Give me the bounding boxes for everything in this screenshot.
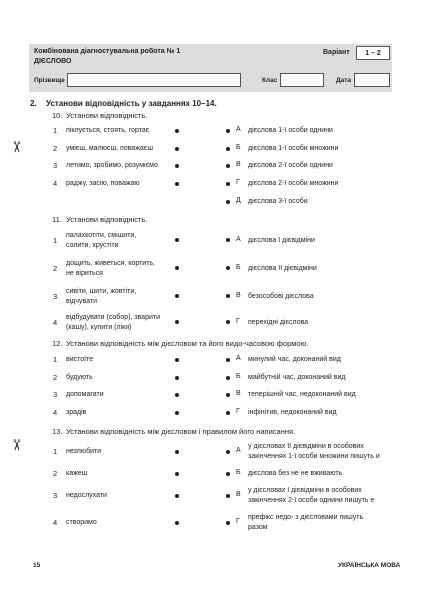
section-heading [30, 99, 217, 108]
option-text-line: дієслова без не не вживають [248, 470, 343, 477]
item-text-line: солити, хрустіти [66, 242, 119, 249]
match-point[interactable] [175, 472, 179, 476]
option-letter: В [236, 390, 241, 397]
item-number: 2 [53, 264, 58, 273]
match-point[interactable] [226, 393, 230, 397]
item-text-line: відчувати [66, 298, 98, 305]
section-number: 2. [30, 99, 37, 108]
option-text-line: закінченнях 2-ї особи однини пишуть е [248, 497, 375, 504]
item-number: 3 [53, 292, 58, 301]
option-text: минулий час, доконаний вид [248, 356, 341, 363]
match-point[interactable] [175, 294, 179, 298]
match-point[interactable] [226, 411, 230, 415]
item-number: 3 [53, 491, 58, 500]
date-label: Дата [336, 77, 352, 84]
match-point[interactable] [226, 358, 230, 362]
item-number: 1 [53, 126, 58, 135]
match-point[interactable] [175, 393, 179, 397]
option-text: дієслова 1-ї особи однини [248, 127, 333, 134]
option-text: дієслова ІІ дієвідміни [248, 265, 317, 272]
task-title: Установи відповідність. [66, 215, 148, 224]
class-field[interactable] [280, 73, 324, 87]
item-text: створимо [66, 519, 97, 526]
task-12-heading [52, 339, 308, 348]
subject-label: УКРАЇНСЬКА МОВА [338, 562, 401, 569]
item-text: допомагати [66, 391, 104, 398]
item-text: зрадів [66, 409, 87, 416]
match-point[interactable] [175, 494, 179, 498]
match-point[interactable] [226, 521, 230, 525]
item-text-line: дощить, живеться, кортить, [66, 260, 156, 267]
option-letter: А [236, 447, 241, 454]
option-letter: В [236, 491, 241, 498]
option-text-line: у дієсловах ІІ дієвідміни в особових [248, 443, 364, 450]
class-label: Клас [262, 77, 278, 84]
section-text: Установи відповідність у завданнях 10–14. [46, 99, 217, 108]
option-letter: Б [236, 373, 241, 380]
item-text: незлюбити [66, 448, 102, 455]
option-text-line: разом [248, 524, 268, 531]
item-text-line: не віриться [66, 270, 103, 277]
option-text: інфінітив, недоконаний вид [248, 409, 337, 416]
option-letter: Г [236, 318, 240, 325]
match-point[interactable] [175, 358, 179, 362]
match-point[interactable] [175, 320, 179, 324]
match-point[interactable] [175, 266, 179, 270]
option-text: дієслова 1-ї особи множини [248, 145, 339, 152]
option-letter: Д [236, 197, 241, 204]
option-letter: Г [236, 179, 240, 186]
match-point[interactable] [226, 494, 230, 498]
option-text: дієслова І дієвідміни [248, 237, 315, 244]
task-11-heading [52, 215, 147, 224]
item-number: 3 [53, 390, 58, 399]
task-13-heading [52, 427, 295, 436]
item-number: 2 [53, 373, 58, 382]
scissors-icon: ✂ [7, 140, 25, 154]
option-text: теперішній час, недоконаний вид [248, 391, 356, 398]
task-title: Установи відповідність між дієсловом і правилом його написання. [66, 427, 296, 436]
item-number: 3 [53, 161, 58, 170]
item-text: вистоїте [66, 356, 94, 363]
item-number: 4 [53, 318, 58, 327]
option-text: перехідні дієслова [248, 319, 309, 326]
match-point[interactable] [226, 376, 230, 380]
task-10-heading [52, 111, 147, 120]
item-number: 4 [53, 179, 58, 188]
match-point[interactable] [175, 147, 179, 151]
item-number: 1 [53, 236, 58, 245]
option-text-line: префікс недо- з дієсловами пишуть [248, 514, 364, 521]
item-text-line: сивіти, шити, жовтіти, [66, 288, 137, 295]
option-letter: Б [236, 469, 241, 476]
option-text-line: у дієсловах І дієвідміни в особових [248, 487, 362, 494]
item-text: недослухати [66, 492, 107, 499]
match-point[interactable] [175, 521, 179, 525]
option-letter: А [236, 355, 241, 362]
match-point[interactable] [175, 182, 179, 186]
item-text-line: палахкотіти, смішити, [66, 232, 137, 239]
option-letter: Б [236, 144, 241, 151]
match-point[interactable] [226, 238, 230, 242]
item-text-line: (кашу), купити (ліки) [66, 324, 132, 331]
option-text: майбутній час, доконаний вид [248, 374, 346, 381]
item-text: будують [66, 374, 93, 381]
worksheet-header [29, 44, 392, 92]
match-point[interactable] [175, 238, 179, 242]
match-point[interactable] [175, 164, 179, 168]
match-point[interactable] [226, 182, 230, 186]
page-number: 15 [33, 562, 41, 569]
variant-label: Варіант [323, 49, 350, 56]
match-point[interactable] [175, 129, 179, 133]
option-letter: Г [236, 408, 240, 415]
item-text-line: відбудувати (собор), зварити [66, 314, 160, 321]
option-letter: А [236, 126, 241, 133]
work-title: Комбінована діагностувальна робота № 1 [34, 48, 181, 55]
item-number: 2 [53, 469, 58, 478]
surname-field[interactable] [67, 73, 241, 87]
task-title: Установи відповідність між дієсловом та його видо-часовою формою. [66, 339, 309, 348]
item-text: піклується, стоять, гортає [66, 127, 150, 134]
option-letter: Б [236, 264, 241, 271]
option-text: безособові дієслова [248, 293, 314, 300]
option-letter: А [236, 236, 241, 243]
item-text: раджу, засію, поважаю [66, 180, 140, 187]
match-point[interactable] [226, 450, 230, 454]
item-number: 2 [53, 144, 58, 153]
task-title: Установи відповідність. [66, 111, 148, 120]
match-point[interactable] [226, 472, 230, 476]
match-point[interactable] [226, 320, 230, 324]
option-text: дієслова 2-ї особи однини [248, 162, 333, 169]
item-text: умієш, малюєш, поважаєш [66, 145, 153, 152]
variant-value: 1 – 2 [356, 46, 390, 60]
work-topic: ДІЄСЛОВО [34, 58, 72, 65]
option-letter: Г [236, 518, 240, 525]
task-number: 11. [52, 215, 62, 224]
task-number: 13. [52, 427, 63, 436]
surname-label: Прізвище [34, 77, 65, 84]
match-point[interactable] [226, 147, 230, 151]
match-point[interactable] [226, 266, 230, 270]
option-text: дієслова 3-ї особи [248, 198, 308, 205]
option-text: дієслова 2-ї особи множини [248, 180, 339, 187]
match-point[interactable] [175, 411, 179, 415]
item-number: 4 [53, 408, 58, 417]
item-number: 1 [53, 447, 58, 456]
task-number: 10. [52, 111, 63, 120]
scissors-icon: ✂ [7, 438, 25, 452]
match-point[interactable] [226, 294, 230, 298]
item-number: 1 [53, 355, 58, 364]
match-point[interactable] [175, 450, 179, 454]
item-text: летимо, зробимо, розуміємо [66, 162, 158, 169]
task-number: 12. [52, 339, 63, 348]
option-text-line: закінченнях 1-ї особи множини пишуть и [248, 453, 380, 460]
date-field[interactable] [354, 73, 390, 87]
option-letter: В [236, 292, 241, 299]
item-number: 4 [53, 518, 58, 527]
item-text: кажеш [66, 470, 88, 477]
match-point[interactable] [175, 376, 179, 380]
match-point[interactable] [226, 200, 230, 204]
option-letter: В [236, 161, 241, 168]
match-point[interactable] [226, 129, 230, 133]
match-point[interactable] [226, 164, 230, 168]
